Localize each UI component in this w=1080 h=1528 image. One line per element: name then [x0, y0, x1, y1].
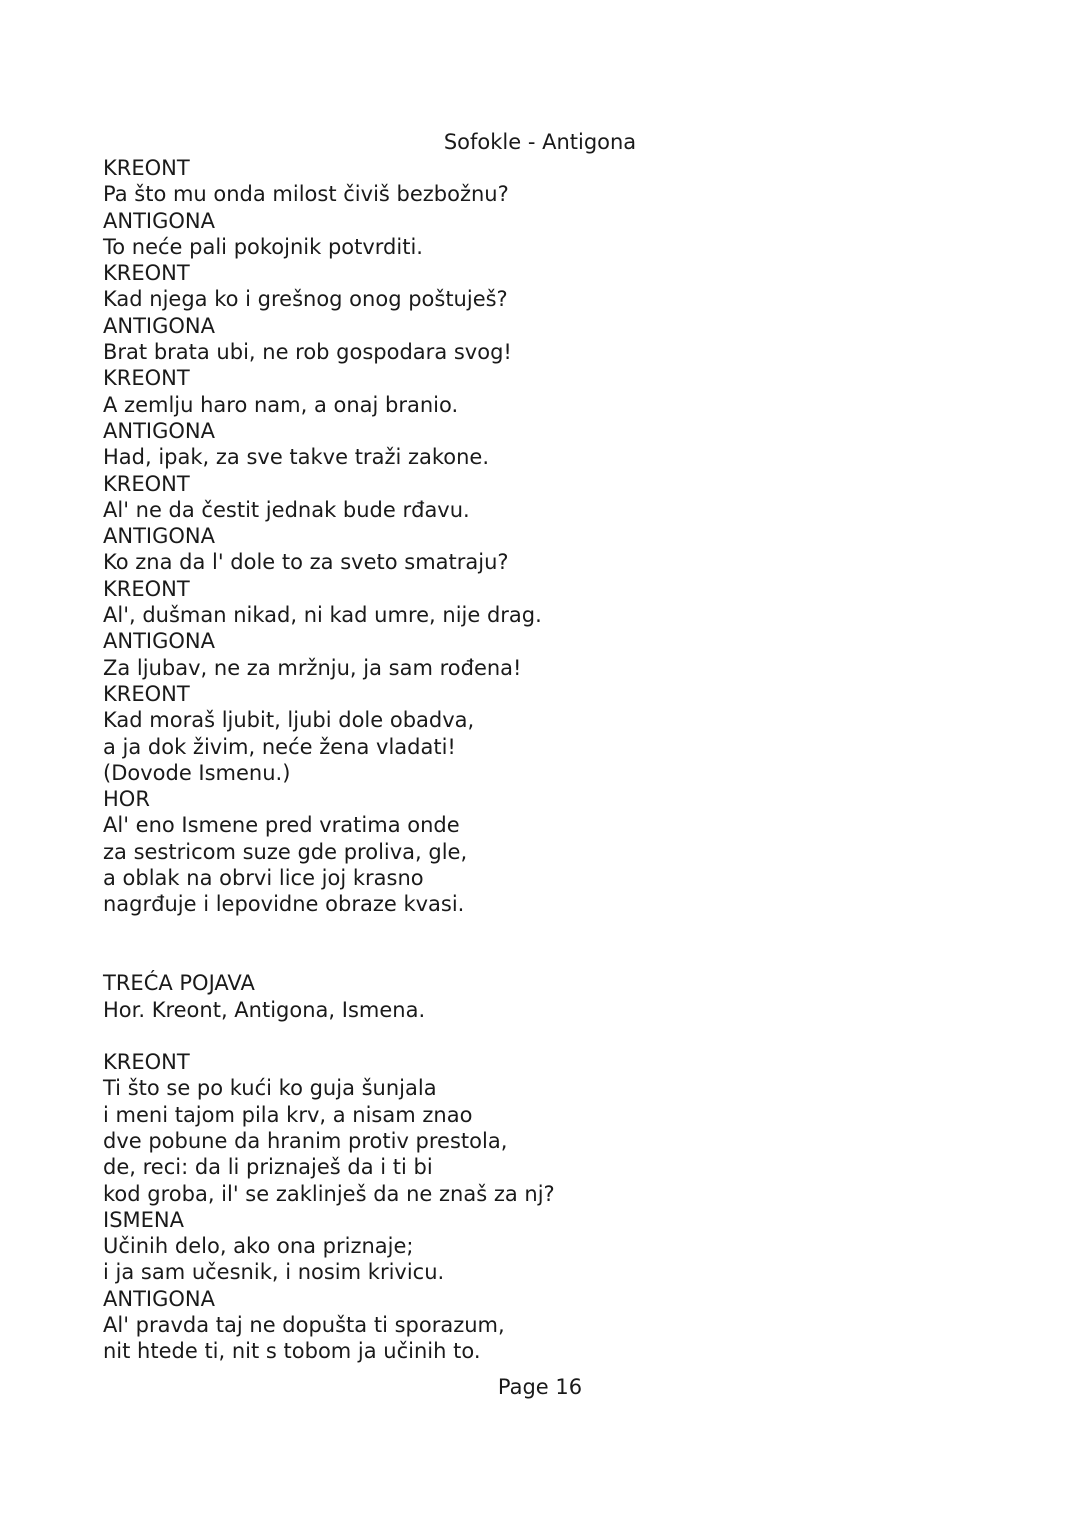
text-line: kod groba, il' se zaklinješ da ne znaš za nj? — [103, 1181, 555, 1206]
text-line: ISMENA — [103, 1207, 184, 1232]
text-line: TREĆA POJAVA — [103, 971, 255, 996]
text-line: KREONT — [103, 156, 190, 180]
text-line: KREONT — [103, 366, 190, 391]
text-line: A zemlju haro nam, a onaj branio. — [103, 392, 459, 417]
text-line: Brat brata ubi, ne rob gospodara svog! — [103, 340, 512, 365]
text-line: Al' eno Ismene pred vratima onde — [103, 813, 460, 838]
page-header — [0, 128, 1080, 156]
text-line: ANTIGONA — [103, 629, 215, 654]
page-footer — [0, 1373, 1080, 1401]
text-line: Kad moraš ljubit, ljubi dole obadva, — [103, 708, 475, 733]
text-line: dve pobune da hranim protiv prestola, — [103, 1128, 508, 1153]
page-number: Page 16 — [497, 1375, 583, 1399]
text-line — [103, 918, 1003, 944]
play-text — [103, 155, 1003, 1365]
text-line: ANTIGONA — [103, 524, 215, 549]
text-line: Ti što se po kući ko guja šunjala — [103, 1076, 437, 1101]
text-line: Had, ipak, za sve takve traži zakone. — [103, 445, 490, 470]
text-line: a oblak na obrvi lice joj krasno — [103, 866, 424, 891]
text-line — [103, 1023, 1003, 1049]
text-line: KREONT — [103, 1050, 190, 1075]
text-line: ANTIGONA — [103, 418, 215, 443]
text-line: Al' ne da čestit jednak bude rđavu. — [103, 497, 470, 522]
text-line: Pa što mu onda milost čiviš bezbožnu? — [103, 182, 509, 207]
text-line: i ja sam učesnik, i nosim krivicu. — [103, 1260, 445, 1285]
text-line: ANTIGONA — [103, 313, 215, 338]
text-line: KREONT — [103, 681, 190, 706]
text-line: Za ljubav, ne za mržnju, ja sam rođena! — [103, 655, 522, 680]
text-line: ANTIGONA — [103, 208, 215, 233]
text-line: KREONT — [103, 471, 190, 496]
text-line: de, reci: da li priznaješ da i ti bi — [103, 1155, 433, 1180]
text-line: Al' pravda taj ne dopušta ti sporazum, — [103, 1313, 505, 1338]
text-line: KREONT — [103, 576, 190, 601]
text-line: Hor. Kreont, Antigona, Ismena. — [103, 997, 426, 1022]
text-line: To neće pali pokojnik potvrditi. — [103, 234, 423, 259]
text-line: (Dovode Ismenu.) — [103, 760, 291, 785]
text-line: Kad njega ko i grešnog onog poštuješ? — [103, 287, 508, 312]
text-line: KREONT — [103, 261, 190, 286]
text-line: i meni tajom pila krv, a nisam znao — [103, 1102, 473, 1127]
text-line: HOR — [103, 787, 150, 812]
text-line: nagrđuje i lepovidne obraze kvasi. — [103, 892, 465, 917]
text-line: ANTIGONA — [103, 1286, 215, 1311]
text-line: a ja dok živim, neće žena vladati! — [103, 734, 456, 759]
header-title: Sofokle - Antigona — [443, 130, 637, 154]
text-line: Al', dušman nikad, ni kad umre, nije drag. — [103, 603, 542, 628]
text-line — [103, 944, 1003, 970]
text-line: Ko zna da l' dole to za sveto smatraju? — [103, 550, 509, 575]
text-line: za sestricom suze gde proliva, gle, — [103, 839, 468, 864]
text-line: Učinih delo, ako ona priznaje; — [103, 1234, 414, 1259]
text-line: nit htede ti, nit s tobom ja učinih to. — [103, 1339, 481, 1364]
